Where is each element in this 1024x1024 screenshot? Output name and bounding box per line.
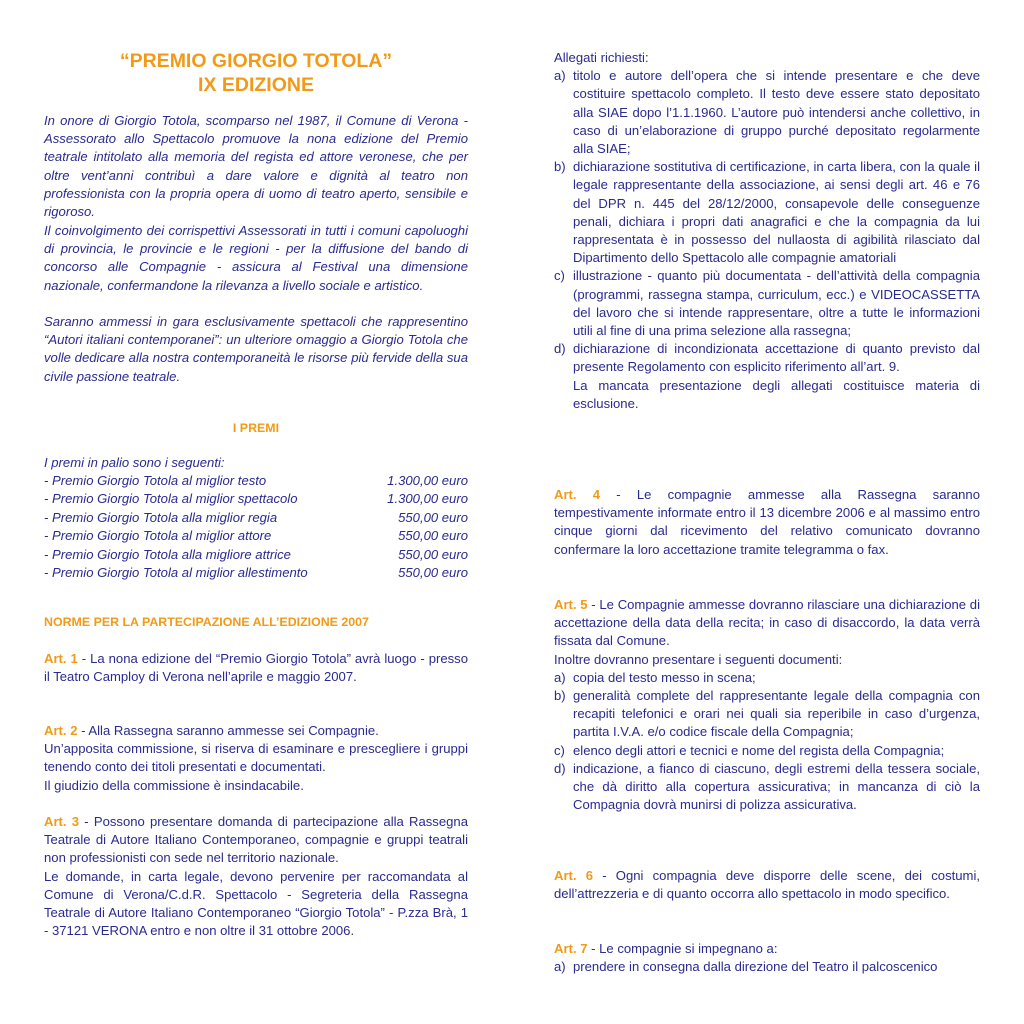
art-5-text: - Le Compagnie ammesse dovranno rilasciare una dichiarazione di accettazione della data della recita; in caso di disaccordo, la data verrà fissata dal Comune. bbox=[554, 597, 980, 649]
prize-amount: 1.300,00 euro bbox=[387, 491, 468, 507]
prize-row bbox=[44, 546, 468, 564]
prize-name: - Premio Giorgio Totola al miglior allestimento bbox=[44, 565, 308, 581]
art-7-list bbox=[554, 958, 980, 976]
art-7-text: - Le compagnie si impegnano a: bbox=[587, 941, 778, 956]
allegato-item-text: titolo e autore dell’opera che si intende presentare e che deve costituire spettacolo completo. Il testo deve essere stato depositato alla SIAE dopo l’1.1.1960. L’autore può intendersi anche collettivo, in caso di un’elaborazione di gruppo purché depositato regolarmente alla SIAE; bbox=[573, 68, 980, 157]
art-7-item-text: prendere in consegna dalla direzione del Teatro il palcoscenico bbox=[573, 959, 938, 975]
art-5-item-marker: a) bbox=[554, 669, 566, 685]
art-3-paragraph-2: Le domande, in carta legale, devono pervenire per raccomandata al Comune di Verona/C.d.R. Spettacolo - Segreteria della Rassegna Teatrale di Autore Italiano Contemporaneo “Giorgio Totola” - P.zza Brà, 1 - 37121 VERONA entro e non oltre il 31 ottobre 2006. bbox=[44, 868, 468, 939]
prize-amount: 550,00 euro bbox=[398, 565, 468, 581]
art-5-item bbox=[554, 687, 980, 742]
prize-name: - Premio Giorgio Totola alla migliore attrice bbox=[44, 546, 291, 562]
premi-intro: I premi in palio sono i seguenti: bbox=[44, 455, 225, 470]
art-3 bbox=[44, 813, 468, 940]
art-5-item-marker: c) bbox=[554, 742, 565, 758]
art-7 bbox=[554, 940, 980, 976]
allegato-item-marker: a) bbox=[554, 68, 566, 84]
allegato-item-text: dichiarazione sostitutiva di certificazione, in carta libera, con la quale il legale rappresentante della associazione, ai sensi degli art. 46 e 76 del DPR n. 445 del 28/12/2000, consapevole delle conseguenze penali, dichiara i propri dati anagrafici e che la compagnia da lui rappresentata è in possesso del nullaosta di agibilità rilasciato dal Dipartimento dello Spettacolo alle compagnie amatoriali bbox=[573, 159, 980, 266]
art-6-text: - Ogni compagnia deve disporre delle scene, dei costumi, dell’attrezzeria e di quanto occorra allo spettacolo in modo specifico. bbox=[554, 868, 980, 902]
intro-paragraph-2: Il coinvolgimento dei corrispettivi Assessorati in tutti i comuni capoluoghi di provincia, le provincie e le regioni - per la diffusione del bando di concorso alle Compagnie - assicura al Festival una dimensione nazionale, confermandone la rilevanza a livello sociale e artistico. bbox=[44, 223, 468, 293]
art-1-label: Art. 1 bbox=[44, 651, 78, 666]
prize-name: - Premio Giorgio Totola al miglior attore bbox=[44, 528, 272, 544]
allegati-note: La mancata presentazione degli allegati costituisce materia di esclusione. bbox=[573, 377, 980, 411]
prize-row bbox=[44, 564, 468, 582]
art-6 bbox=[554, 867, 980, 903]
prize-row bbox=[44, 527, 468, 545]
art-4-text: - Le compagnie ammesse alla Rassegna saranno tempestivamente informate entro il 13 dicembre 2006 e al massimo entro cinque giorni dal ricevimento del relativo comunicato dovranno confermare la loro accettazione tramite telegramma o fax. bbox=[554, 487, 980, 557]
art-5 bbox=[554, 596, 980, 814]
allegati-section bbox=[554, 49, 980, 413]
art-5-item-text: indicazione, a fianco di ciascuno, degli estremi della tessera sociale, che dà diritto alla copertura assicurativa; in mancanza di ciò la Compagnia dovrà munirsi di polizza assicurativa. bbox=[573, 760, 980, 813]
allegato-item bbox=[554, 158, 980, 267]
allegati-list bbox=[554, 67, 980, 376]
prize-name: - Premio Giorgio Totola al miglior testo bbox=[44, 473, 267, 488]
art-5-item-text: generalità complete del rappresentante legale della compagnia con recapiti telefonici e orari nei quali sia reperibile in caso d’urgenza, partita I.V.A. e/o codice fiscale della Compagnia; bbox=[573, 688, 980, 740]
art-5-item bbox=[554, 742, 980, 760]
art-4 bbox=[554, 486, 980, 559]
art-2 bbox=[44, 722, 468, 795]
intro-paragraph-3: Saranno ammessi in gara esclusivamente spettacoli che rappresentino “Autori italiani contemporanei”: un ulteriore omaggio a Giorgio Totola che volle dedicare alla nostra contemporaneità le risorse più fervide della sua civile passione teatrale. bbox=[44, 314, 468, 384]
norme-heading: NORME PER LA PARTECIPAZIONE ALL’EDIZIONE 2007 bbox=[44, 615, 369, 629]
prize-name: - Premio Giorgio Totola alla miglior regia bbox=[44, 509, 278, 525]
page-title: “PREMIO GIORGIO TOTOLA” bbox=[119, 50, 393, 72]
premi-heading: I PREMI bbox=[232, 421, 280, 435]
art-2-text: - Alla Rassegna saranno ammesse sei Compagnie. bbox=[77, 723, 379, 738]
prize-list bbox=[44, 472, 468, 582]
prize-amount: 550,00 euro bbox=[398, 509, 468, 525]
art-5-item-marker: d) bbox=[554, 760, 566, 776]
art-7-item bbox=[554, 958, 980, 976]
art-3-text: - Possono presentare domanda di partecipazione alla Rassegna Teatrale di Autore Italiano Contemporaneo, compagnie e gruppi teatrali non professionisti con sede nel territorio nazionale. bbox=[44, 814, 468, 866]
art-7-item-marker: a) bbox=[554, 959, 566, 975]
prize-row bbox=[44, 490, 468, 508]
intro-paragraph-1: In onore di Giorgio Totola, scomparso nel 1987, il Comune di Verona - Assessorato allo Spettacolo promuove la nona edizione del Premio teatrale intitolato alla memoria del regista ed attore veronese, che per oltre vent’anni contribuì a dare valore e dignità al teatro non professionista con la propria opera di uomo di teatro aperto, sensibile e rigoroso. bbox=[44, 113, 468, 220]
allegato-item-marker: d) bbox=[554, 341, 566, 357]
art-1 bbox=[44, 650, 468, 686]
prize-row bbox=[44, 509, 468, 527]
art-5-paragraph-2: Inoltre dovranno presentare i seguenti documenti: bbox=[554, 651, 843, 667]
prize-name: - Premio Giorgio Totola al miglior spettacolo bbox=[44, 491, 298, 507]
art-2-paragraph-2: Un’apposita commissione, si riserva di esaminare e prescegliere i gruppi tenendo conto dei titoli presentati e documentati. bbox=[44, 741, 468, 775]
prize-amount: 550,00 euro bbox=[398, 528, 468, 544]
art-5-item-text: copia del testo messo in scena; bbox=[573, 669, 756, 685]
page-subtitle: IX EDIZIONE bbox=[198, 74, 314, 96]
art-7-label: Art. 7 bbox=[554, 941, 588, 956]
art-2-paragraph-3: Il giudizio della commissione è insindacabile. bbox=[44, 777, 304, 793]
allegato-item-text: dichiarazione di incondizionata accettazione di quanto previsto dal presente Regolamento con esplicito riferimento all’art. 9. bbox=[573, 341, 980, 375]
allegato-item bbox=[554, 267, 980, 340]
art-1-text: - La nona edizione del “Premio Giorgio Totola” avrà luogo - presso il Teatro Camploy di Verona nell’aprile e maggio 2007. bbox=[44, 651, 468, 685]
art-5-item bbox=[554, 760, 980, 815]
allegato-item-text: illustrazione - quanto più documentata - dell’attività della compagnia (programmi, rassegna stampa, curriculum, ecc.) e VIDEOCASSETTA del lavoro che si intende rappresentare, oltre a tutte le informazioni utili al fine di una prima selezione alla rassegna; bbox=[573, 268, 980, 339]
art-5-item-text: elenco degli attori e tecnici e nome del regista della Compagnia; bbox=[573, 742, 945, 758]
art-4-label: Art. 4 bbox=[554, 487, 601, 502]
prize-row bbox=[44, 472, 468, 490]
art-6-label: Art. 6 bbox=[554, 868, 594, 883]
art-5-item-marker: b) bbox=[554, 688, 566, 704]
art-5-item bbox=[554, 669, 980, 687]
allegati-heading: Allegati richiesti: bbox=[554, 50, 649, 65]
prize-amount: 550,00 euro bbox=[398, 546, 468, 562]
allegato-item bbox=[554, 340, 980, 376]
art-5-list bbox=[554, 669, 980, 815]
prize-amount: 1.300,00 euro bbox=[387, 473, 468, 488]
art-2-label: Art. 2 bbox=[44, 723, 78, 738]
art-3-label: Art. 3 bbox=[44, 814, 80, 829]
art-5-label: Art. 5 bbox=[554, 597, 588, 612]
allegato-item-marker: c) bbox=[554, 268, 565, 284]
allegato-item-marker: b) bbox=[554, 159, 566, 175]
allegato-item bbox=[554, 67, 980, 158]
